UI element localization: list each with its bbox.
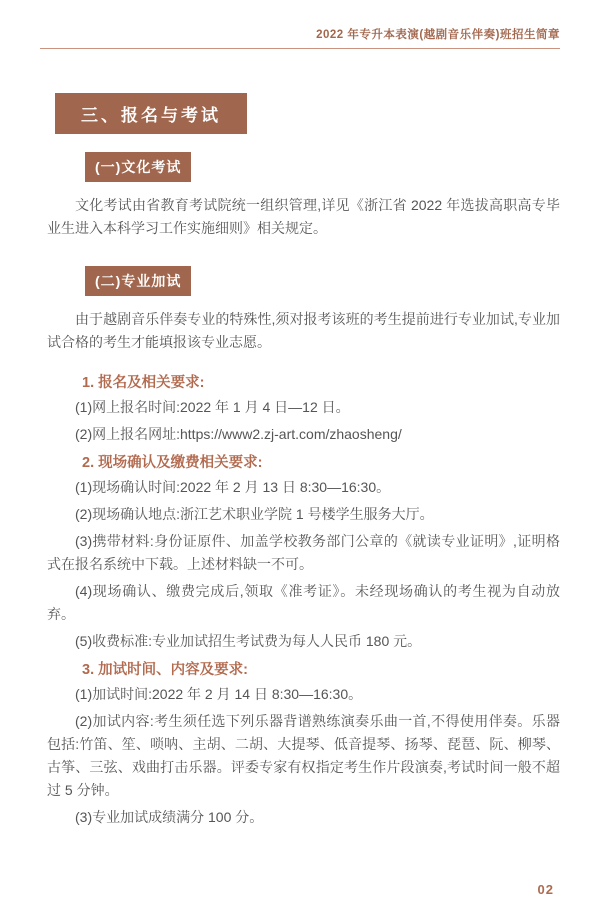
list-item: (5)收费标准:专业加试招生考试费为每人人民币 180 元。 <box>75 633 422 649</box>
list-item: (2)现场确认地点:浙江艺术职业学院 1 号楼学生服务大厅。 <box>75 506 434 522</box>
paragraph-major-additional-test: 由于越剧音乐伴奏专业的特殊性,须对报考该班的考生提前进行专业加试,专业加试合格的考生才能填报该专业志愿。 <box>47 311 560 350</box>
list-item-registration-url: (2)网上报名网址:https://www2.zj-art.com/zhaosheng/ <box>75 426 402 442</box>
list-item: (3)携带材料:身份证原件、加盖学校教务部门公章的《就读专业证明》,证明格式在报名系统中下载。上述材料缺一不可。 <box>47 533 560 572</box>
page-number: 02 <box>537 882 554 897</box>
group-heading-test-time-content: 3. 加试时间、内容及要求: <box>82 662 248 678</box>
subsection-title-culture-exam: (一)文化考试 <box>85 152 191 182</box>
list-item: (2)加试内容:考生须任选下列乐器背谱熟练演奏乐曲一首,不得使用伴奏。乐器包括:竹笛、笙、唢呐、主胡、二胡、大提琴、低音提琴、扬琴、琵琶、阮、柳琴、古筝、三弦、戏曲打击乐器。评委专家有权指定考生作片段演奏,考试时间一般不超过 5 分钟。 <box>47 713 560 798</box>
subsection-title-major-additional-test: (二)专业加试 <box>85 266 191 296</box>
list-item: (4)现场确认、缴费完成后,领取《准考证》。未经现场确认的考生视为自动放弃。 <box>47 583 560 622</box>
group-heading-onsite-confirmation: 2. 现场确认及缴费相关要求: <box>82 455 263 471</box>
page-header-title: 2022 年专升本表演(越剧音乐伴奏)班招生简章 <box>316 29 560 41</box>
page-body <box>0 49 600 829</box>
list-item: (1)加试时间:2022 年 2 月 14 日 8:30—16:30。 <box>75 686 363 702</box>
section-title-registration-and-exam: 三、报名与考试 <box>55 93 247 134</box>
group-heading-registration-requirements: 1. 报名及相关要求: <box>82 375 205 391</box>
paragraph-culture-exam: 文化考试由省教育考试院统一组织管理,详见《浙江省 2022 年选拔高职高专毕业生进入本科学习工作实施细则》相关规定。 <box>47 197 560 236</box>
list-item: (1)网上报名时间:2022 年 1 月 4 日—12 日。 <box>75 399 350 415</box>
list-item: (1)现场确认时间:2022 年 2 月 13 日 8:30—16:30。 <box>75 479 391 495</box>
page-header <box>0 0 600 49</box>
list-item: (3)专业加试成绩满分 100 分。 <box>75 809 264 825</box>
